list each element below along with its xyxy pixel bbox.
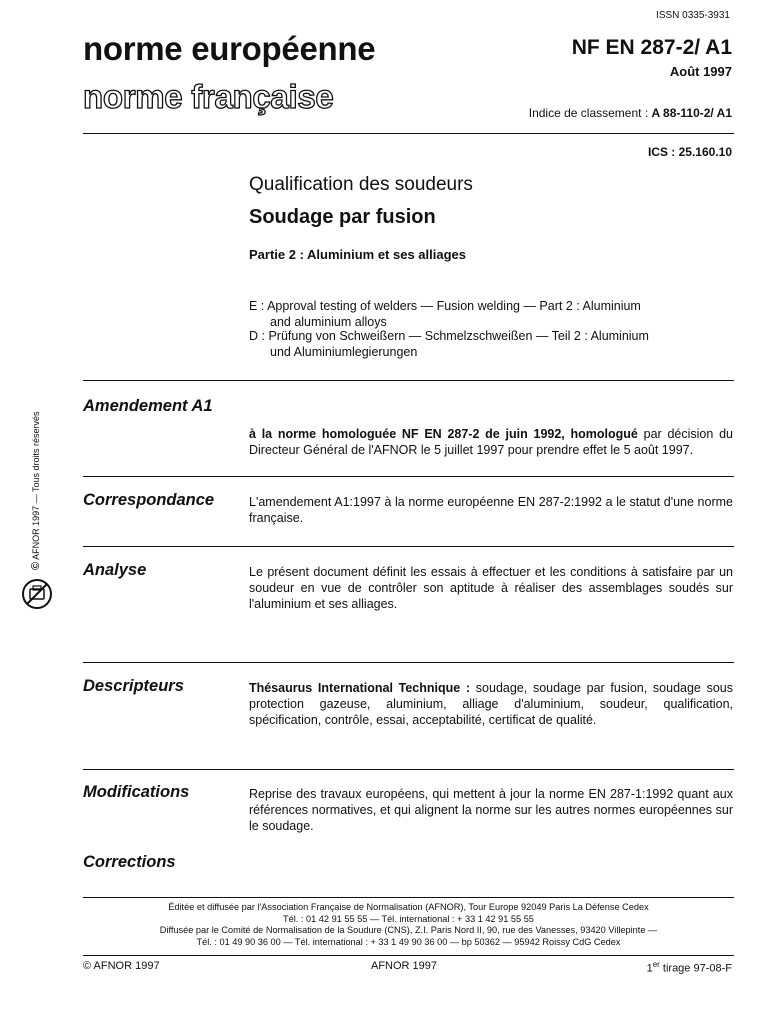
issn: ISSN 0335-3931 xyxy=(656,10,730,21)
section-body-descripteurs xyxy=(249,680,733,728)
title-norme-francaise: norme française xyxy=(83,78,334,115)
section-body-correspondance: L'amendement A1:1997 à la norme européenne EN 287-2:1992 a le statut d'une norme française. xyxy=(249,495,733,525)
descripteurs-bold: Thésaurus International Technique : xyxy=(249,681,471,695)
print-run-number: 1 xyxy=(646,962,653,975)
german-title-line1: D : Prüfung von Schweißern — Schmelzschweißen — Teil 2 : Aluminium xyxy=(249,329,649,343)
section-divider xyxy=(83,476,734,477)
document-part: Partie 2 : Aluminium et ses alliages xyxy=(249,247,466,262)
copyright-sidebar xyxy=(20,380,40,570)
publisher-line1: Éditée et diffusée par l'Association Française de Normalisation (AFNOR), Tour Europe 92049 Paris La Défense Cedex xyxy=(168,902,649,912)
standard-reference: NF EN 287-2/ A1 xyxy=(571,36,732,59)
publication-date: Août 1997 xyxy=(669,64,732,79)
section-divider xyxy=(83,380,734,381)
document-subject: Qualification des soudeurs xyxy=(249,174,473,195)
indice-classement xyxy=(529,106,732,120)
amendement-bold: à la norme homologuée NF EN 287-2 de juin 1992, homologué xyxy=(249,427,638,441)
section-divider xyxy=(83,546,734,547)
section-title-analyse: Analyse xyxy=(83,561,147,579)
section-title-descripteurs: Descripteurs xyxy=(83,677,184,695)
indice-value: A 88-110-2/ A1 xyxy=(651,106,732,120)
ics-code: ICS : 25.160.10 xyxy=(647,145,732,159)
english-title-line2: and aluminium alloys xyxy=(270,315,387,329)
footer-divider xyxy=(83,955,734,956)
section-body-amendement xyxy=(249,426,733,458)
no-photocopy-icon xyxy=(21,578,53,610)
english-title-line1: E : Approval testing of welders — Fusion welding — Part 2 : Aluminium xyxy=(249,299,641,313)
german-title xyxy=(249,328,729,360)
bottom-copyright: © AFNOR 1997 xyxy=(83,960,160,972)
descripteurs-text: soudage, soudage par fusion, soudage sous protection gazeuse, aluminium, alliage d'aluminium, soudeur, qualification, spécification, contrôle, essai, acceptabilité, certificat de qualité. xyxy=(249,681,733,727)
section-divider xyxy=(83,769,734,770)
english-title xyxy=(249,298,729,330)
sidebar-copyright-text xyxy=(30,411,42,570)
document-title: Soudage par fusion xyxy=(249,206,436,228)
german-title-line2: und Aluminiumlegierungen xyxy=(270,345,418,359)
publisher-info xyxy=(83,902,734,948)
section-body-analyse: Le présent document définit les essais à effectuer et les conditions à satisfaire par un soudeur en vue de contrôler son aptitude à réaliser des assemblages soudés sur l'aluminium et ses alliages. xyxy=(249,565,733,611)
copyright-symbol: © xyxy=(30,561,42,570)
publisher-line3: Diffusée par le Comité de Normalisation de la Soudure (CNS), Z.I. Paris Nord II, 90, rue des Vanesses, 93420 Villepinte — xyxy=(159,925,658,935)
section-title-corrections: Corrections xyxy=(83,853,176,871)
publisher-line4: Tél. : 01 49 90 36 00 — Tél. international : + 33 1 49 90 36 00 — bp 50362 — 95942 Roissy CdG Cedex xyxy=(196,936,621,947)
title-norme-europeenne: norme européenne xyxy=(83,30,376,67)
section-title-modifications: Modifications xyxy=(83,783,190,801)
sidebar-rights-text: AFNOR 1997 — Tous droits réservés xyxy=(31,411,41,560)
print-run-text: tirage 97-08-F xyxy=(659,962,732,975)
print-run-sup: er xyxy=(652,960,660,969)
indice-label: Indice de classement : xyxy=(528,106,649,120)
footer-divider xyxy=(83,897,734,898)
amendement-text: par décision du Directeur Général de l'AFNOR le 5 juillet 1997 pour prendre effet le 5 août 1997. xyxy=(249,427,733,457)
section-title-correspondance: Correspondance xyxy=(83,491,215,509)
header-divider xyxy=(83,133,734,134)
bottom-print-run xyxy=(647,960,732,975)
section-title-amendement: Amendement A1 xyxy=(83,397,213,415)
section-body-modifications: Reprise des travaux européens, qui mettent à jour la norme EN 287-1:1992 quant aux références normatives, et qui alignent la norme sur les autres normes européennes sur le soudage. xyxy=(249,787,733,833)
section-divider xyxy=(83,662,734,663)
bottom-publisher: AFNOR 1997 xyxy=(371,960,438,972)
publisher-line2: Tél. : 01 42 91 55 55 — Tél. international : + 33 1 42 91 55 55 xyxy=(283,913,534,924)
